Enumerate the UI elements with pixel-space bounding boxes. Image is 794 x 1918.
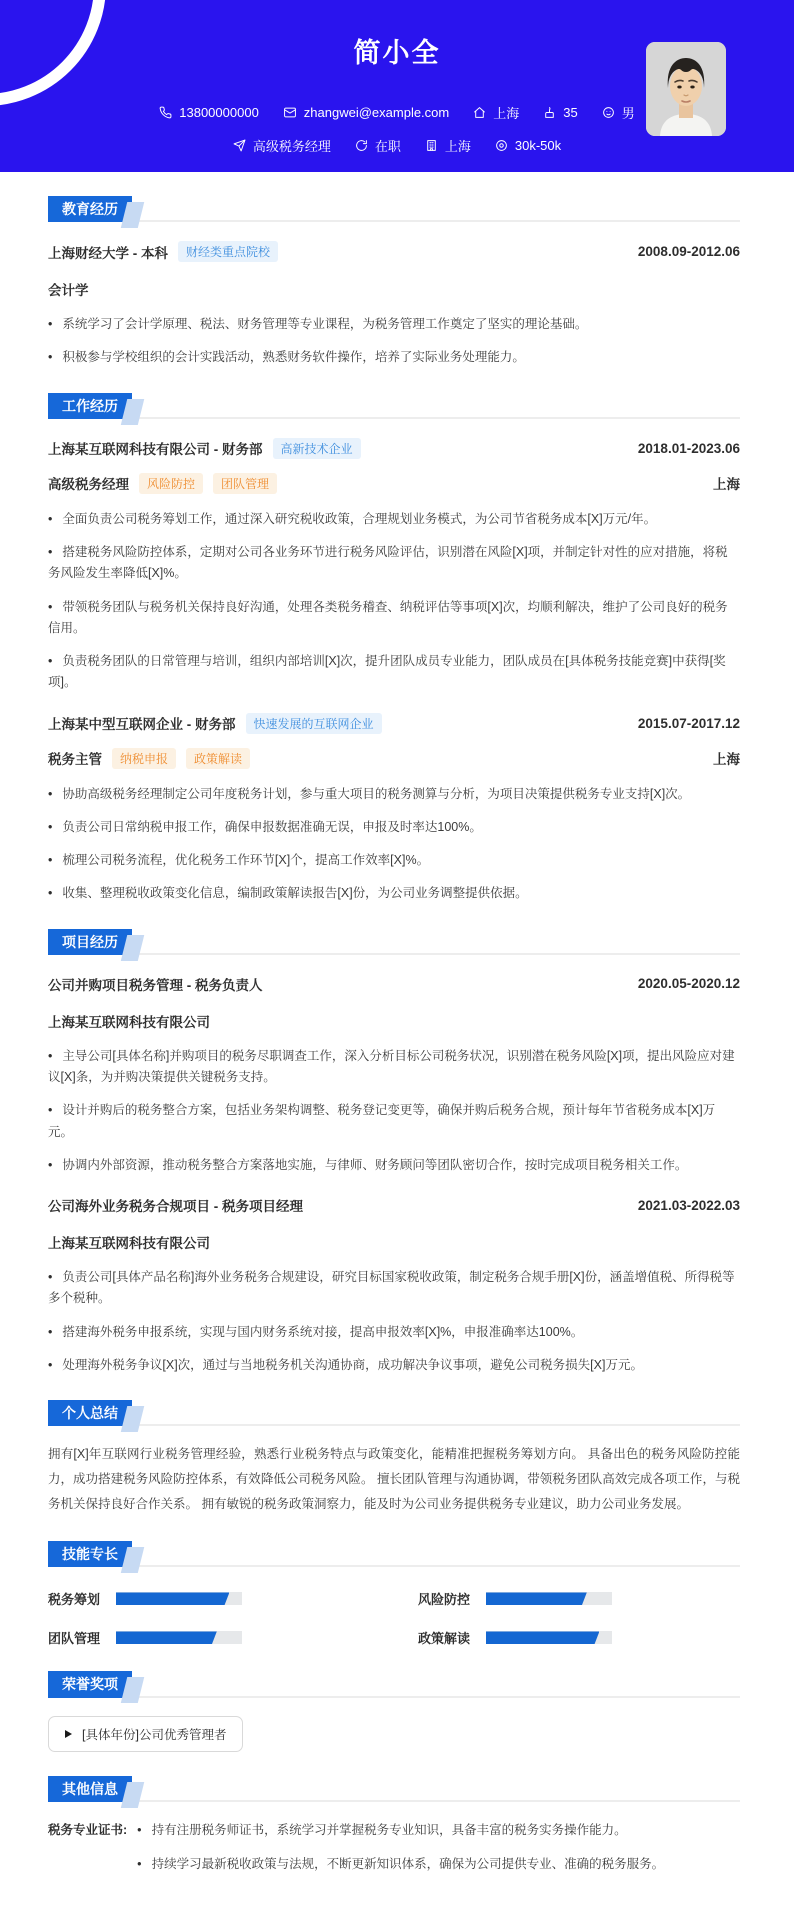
position-icon bbox=[233, 139, 246, 152]
skill-label: 政策解读 bbox=[418, 1631, 471, 1647]
skill-item bbox=[418, 1628, 740, 1647]
project-entry bbox=[48, 974, 740, 1176]
list-item: • 设计并购后的税务整合方案，包括业务架构调整、税务登记变更等，确保并购后税务合规，预计每年节省税务成本[X]万元。 bbox=[48, 1100, 740, 1143]
section-title-skills: 技能专长 bbox=[48, 1541, 132, 1567]
list-item: • 负责公司[具体产品名称]海外业务税务合规建设，研究目标国家税收政策，制定税务合规手册[X]份，涵盖增值税、所得税等多个税种。 bbox=[48, 1267, 740, 1310]
role-tag: 纳税申报 bbox=[112, 748, 176, 769]
gender-text: 男 bbox=[621, 106, 635, 121]
section-projects bbox=[48, 929, 740, 1376]
contact-row-2 bbox=[0, 136, 794, 155]
honor-text: [具体年份]公司优秀管理者 bbox=[82, 1727, 227, 1742]
phone-icon bbox=[159, 106, 172, 119]
skill-item bbox=[48, 1589, 370, 1608]
section-skills bbox=[48, 1541, 740, 1647]
skill-bar-fill bbox=[116, 1631, 217, 1644]
role-tag: 风险防控 bbox=[139, 473, 203, 494]
work-date: 2015.07-2017.12 bbox=[637, 715, 740, 731]
role-tag: 团队管理 bbox=[213, 473, 277, 494]
contact-gender bbox=[602, 103, 635, 122]
section-header-summary bbox=[48, 1400, 740, 1426]
work-bullets bbox=[48, 509, 740, 694]
section-header-honors bbox=[48, 1671, 740, 1697]
position-text: 高级税务经理 bbox=[252, 139, 331, 154]
section-title-projects: 项目经历 bbox=[48, 929, 132, 955]
project-entry bbox=[48, 1195, 740, 1376]
work-entry bbox=[48, 713, 740, 905]
location-text: 上海 bbox=[493, 106, 520, 121]
education-date: 2008.09-2012.06 bbox=[637, 244, 740, 260]
project-entry-header bbox=[48, 1195, 740, 1215]
play-triangle-icon bbox=[65, 1730, 72, 1738]
list-item: • 梳理公司税务流程，优化税务工作环节[X]个，提高工作效率[X]%。 bbox=[48, 850, 740, 871]
work-entry bbox=[48, 438, 740, 694]
list-item: • 全面负责公司税务筹划工作，通过深入研究税收政策，合理规划业务模式，为公司节省税务成本[X]万元/年。 bbox=[48, 509, 740, 530]
contact-position bbox=[233, 136, 331, 155]
skill-label: 税务筹划 bbox=[48, 1592, 101, 1608]
skill-bar bbox=[116, 1631, 242, 1644]
project-name: 公司并购项目税务管理 - 税务负责人 bbox=[48, 977, 263, 993]
contact-email bbox=[283, 105, 449, 120]
skill-bar-fill bbox=[486, 1631, 599, 1644]
summary-text: 拥有[X]年互联网行业税务管理经验，熟悉行业税务特点与政策变化，能精准把握税务筹划方向。 具备出色的税务风险防控能力，成功搭建税务风险防控体系，有效降低公司税务风险。 擅长团队管理与沟通协调，带领税务团队高效完成各项工作，与税务机关保持良好合作关系。 拥有敏锐的税务政策洞察力，能及时为公司业务提供税务专业建议，助力公司业务发展。 bbox=[48, 1447, 740, 1512]
candidate-name: 简小全 bbox=[353, 38, 441, 68]
school-name: 上海财经大学 - 本科 bbox=[48, 245, 168, 261]
project-date: 2020.05-2020.12 bbox=[637, 976, 740, 992]
section-work bbox=[48, 393, 740, 905]
section-title-summary: 个人总结 bbox=[48, 1400, 132, 1426]
work-location: 上海 bbox=[713, 752, 740, 768]
list-item: • 收集、整理税收政策变化信息，编制政策解读报告[X]份，为公司业务调整提供依据。 bbox=[48, 883, 740, 904]
section-header-skills bbox=[48, 1541, 740, 1567]
project-entry-header bbox=[48, 974, 740, 994]
work-role-row bbox=[48, 748, 740, 769]
skill-label: 风险防控 bbox=[418, 1592, 471, 1608]
skill-bar bbox=[486, 1631, 612, 1644]
section-education bbox=[48, 196, 740, 369]
list-item: • 积极参与学校组织的会计实践活动，熟悉财务软件操作，培养了实际业务处理能力。 bbox=[48, 347, 740, 368]
skill-item bbox=[48, 1628, 370, 1647]
work-role-row bbox=[48, 473, 740, 494]
list-item: • 持有注册税务师证书，系统学习并掌握税务专业知识，具备丰富的税务实务操作能力。 bbox=[137, 1820, 740, 1841]
skill-item bbox=[418, 1589, 740, 1608]
list-item: • 处理海外税务争议[X]次，通过与当地税务机关沟通协商，成功解决争议事项，避免公司税务损失[X]万元。 bbox=[48, 1355, 740, 1376]
list-item: • 负责公司日常纳税申报工作，确保申报数据准确无误，申报及时率达100%。 bbox=[48, 817, 740, 838]
skill-bar bbox=[486, 1592, 612, 1605]
role-title: 税务主管 bbox=[48, 752, 102, 768]
status-icon bbox=[355, 139, 368, 152]
contact-salary bbox=[495, 138, 561, 153]
skill-bar-fill bbox=[486, 1592, 587, 1605]
gender-icon bbox=[602, 106, 615, 119]
role-title: 高级税务经理 bbox=[48, 477, 129, 493]
education-bullets bbox=[48, 314, 740, 369]
list-item: • 协助高级税务经理制定公司年度税务计划，参与重大项目的税务测算与分析，为项目决策提供税务专业支持[X]次。 bbox=[48, 784, 740, 805]
status-text: 在职 bbox=[374, 139, 401, 154]
phone-text: 13800000000 bbox=[179, 105, 259, 120]
work-location: 上海 bbox=[713, 477, 740, 493]
company-name: 上海某中型互联网企业 - 财务部 bbox=[48, 717, 236, 733]
list-item: • 搭建海外税务申报系统，实现与国内财务系统对接，提高申报效率[X]%，申报准确率达100%。 bbox=[48, 1322, 740, 1343]
project-bullets bbox=[48, 1046, 740, 1176]
list-item: • 持续学习最新税收政策与法规，不断更新知识体系，确保为公司提供专业、准确的税务服务。 bbox=[137, 1854, 740, 1875]
section-other bbox=[48, 1776, 740, 1889]
list-item: • 带领税务团队与税务机关保持良好沟通，处理各类税务稽查、纳税评估等事项[X]次，均顺利解决，维护了公司良好的税务信用。 bbox=[48, 597, 740, 640]
contact-status bbox=[355, 136, 401, 155]
contact-location bbox=[473, 103, 519, 122]
other-label: 税务专业证书: bbox=[48, 1822, 128, 1837]
skills-grid bbox=[48, 1589, 740, 1647]
project-bullets bbox=[48, 1267, 740, 1376]
section-title-education: 教育经历 bbox=[48, 196, 132, 222]
honor-item[interactable] bbox=[48, 1716, 243, 1752]
skill-bar bbox=[116, 1592, 242, 1605]
age-icon bbox=[543, 106, 556, 119]
salary-text: 30k-50k bbox=[514, 138, 562, 153]
role-tag: 政策解读 bbox=[186, 748, 250, 769]
header bbox=[0, 0, 794, 172]
contact-phone bbox=[159, 105, 259, 120]
section-summary bbox=[48, 1400, 740, 1517]
list-item: • 主导公司[具体名称]并购项目的税务尽职调查工作，深入分析目标公司税务状况，识别潜在税务风险[X]项，提出风险应对建议[X]条，为并购决策提供关键税务支持。 bbox=[48, 1046, 740, 1089]
home-icon bbox=[473, 106, 486, 119]
section-title-work: 工作经历 bbox=[48, 393, 132, 419]
education-entry-header bbox=[48, 241, 740, 262]
section-title-other: 其他信息 bbox=[48, 1776, 132, 1802]
building-icon bbox=[425, 139, 438, 152]
email-text: zhangwei@example.com bbox=[303, 105, 450, 120]
age-text: 35 bbox=[563, 105, 578, 120]
resume-body bbox=[0, 196, 794, 1918]
project-company: 上海某互联网科技有限公司 bbox=[48, 1014, 210, 1030]
section-header-projects bbox=[48, 929, 740, 955]
list-item: • 搭建税务风险防控体系，定期对公司各业务环节进行税务风险评估，识别潜在风险[X]项，并制定针对性的应对措施，将税务风险发生率降低[X]%。 bbox=[48, 542, 740, 585]
salary-icon bbox=[495, 139, 508, 152]
portrait-image bbox=[646, 42, 726, 136]
other-info-row bbox=[48, 1820, 740, 1889]
project-name: 公司海外业务税务合规项目 - 税务项目经理 bbox=[48, 1199, 303, 1215]
section-header-other bbox=[48, 1776, 740, 1802]
skill-bar-fill bbox=[116, 1592, 229, 1605]
work-entry-header bbox=[48, 438, 740, 459]
skill-label: 团队管理 bbox=[48, 1631, 101, 1647]
school-tag: 财经类重点院校 bbox=[178, 241, 278, 262]
section-header-work bbox=[48, 393, 740, 419]
company-tag: 高新技术企业 bbox=[273, 438, 361, 459]
contact-age bbox=[543, 105, 577, 120]
list-item: • 负责税务团队的日常管理与培训，组织内部培训[X]次，提升团队成员专业能力，团队成员在[具体税务技能竞赛]中获得[奖项]。 bbox=[48, 651, 740, 694]
contact-work-city bbox=[425, 136, 471, 155]
section-title-honors: 荣誉奖项 bbox=[48, 1671, 132, 1697]
work-entry-header bbox=[48, 713, 740, 734]
list-item: • 协调内外部资源，推动税务整合方案落地实施，与律师、财务顾问等团队密切合作，按时完成项目税务相关工作。 bbox=[48, 1155, 740, 1176]
other-bullets bbox=[137, 1820, 740, 1889]
section-header-education bbox=[48, 196, 740, 222]
section-honors bbox=[48, 1671, 740, 1751]
project-date: 2021.03-2022.03 bbox=[637, 1197, 740, 1213]
company-name: 上海某互联网科技有限公司 - 财务部 bbox=[48, 442, 263, 458]
work-city-text: 上海 bbox=[444, 139, 471, 154]
major-name: 会计学 bbox=[48, 283, 89, 299]
project-company: 上海某互联网科技有限公司 bbox=[48, 1236, 210, 1252]
work-bullets bbox=[48, 784, 740, 905]
work-date: 2018.01-2023.06 bbox=[637, 440, 740, 456]
company-tag: 快速发展的互联网企业 bbox=[246, 713, 382, 734]
list-item: • 系统学习了会计学原理、税法、财务管理等专业课程，为税务管理工作奠定了坚实的理论基础。 bbox=[48, 314, 740, 335]
profile-photo bbox=[646, 42, 726, 136]
mail-icon bbox=[283, 106, 297, 119]
